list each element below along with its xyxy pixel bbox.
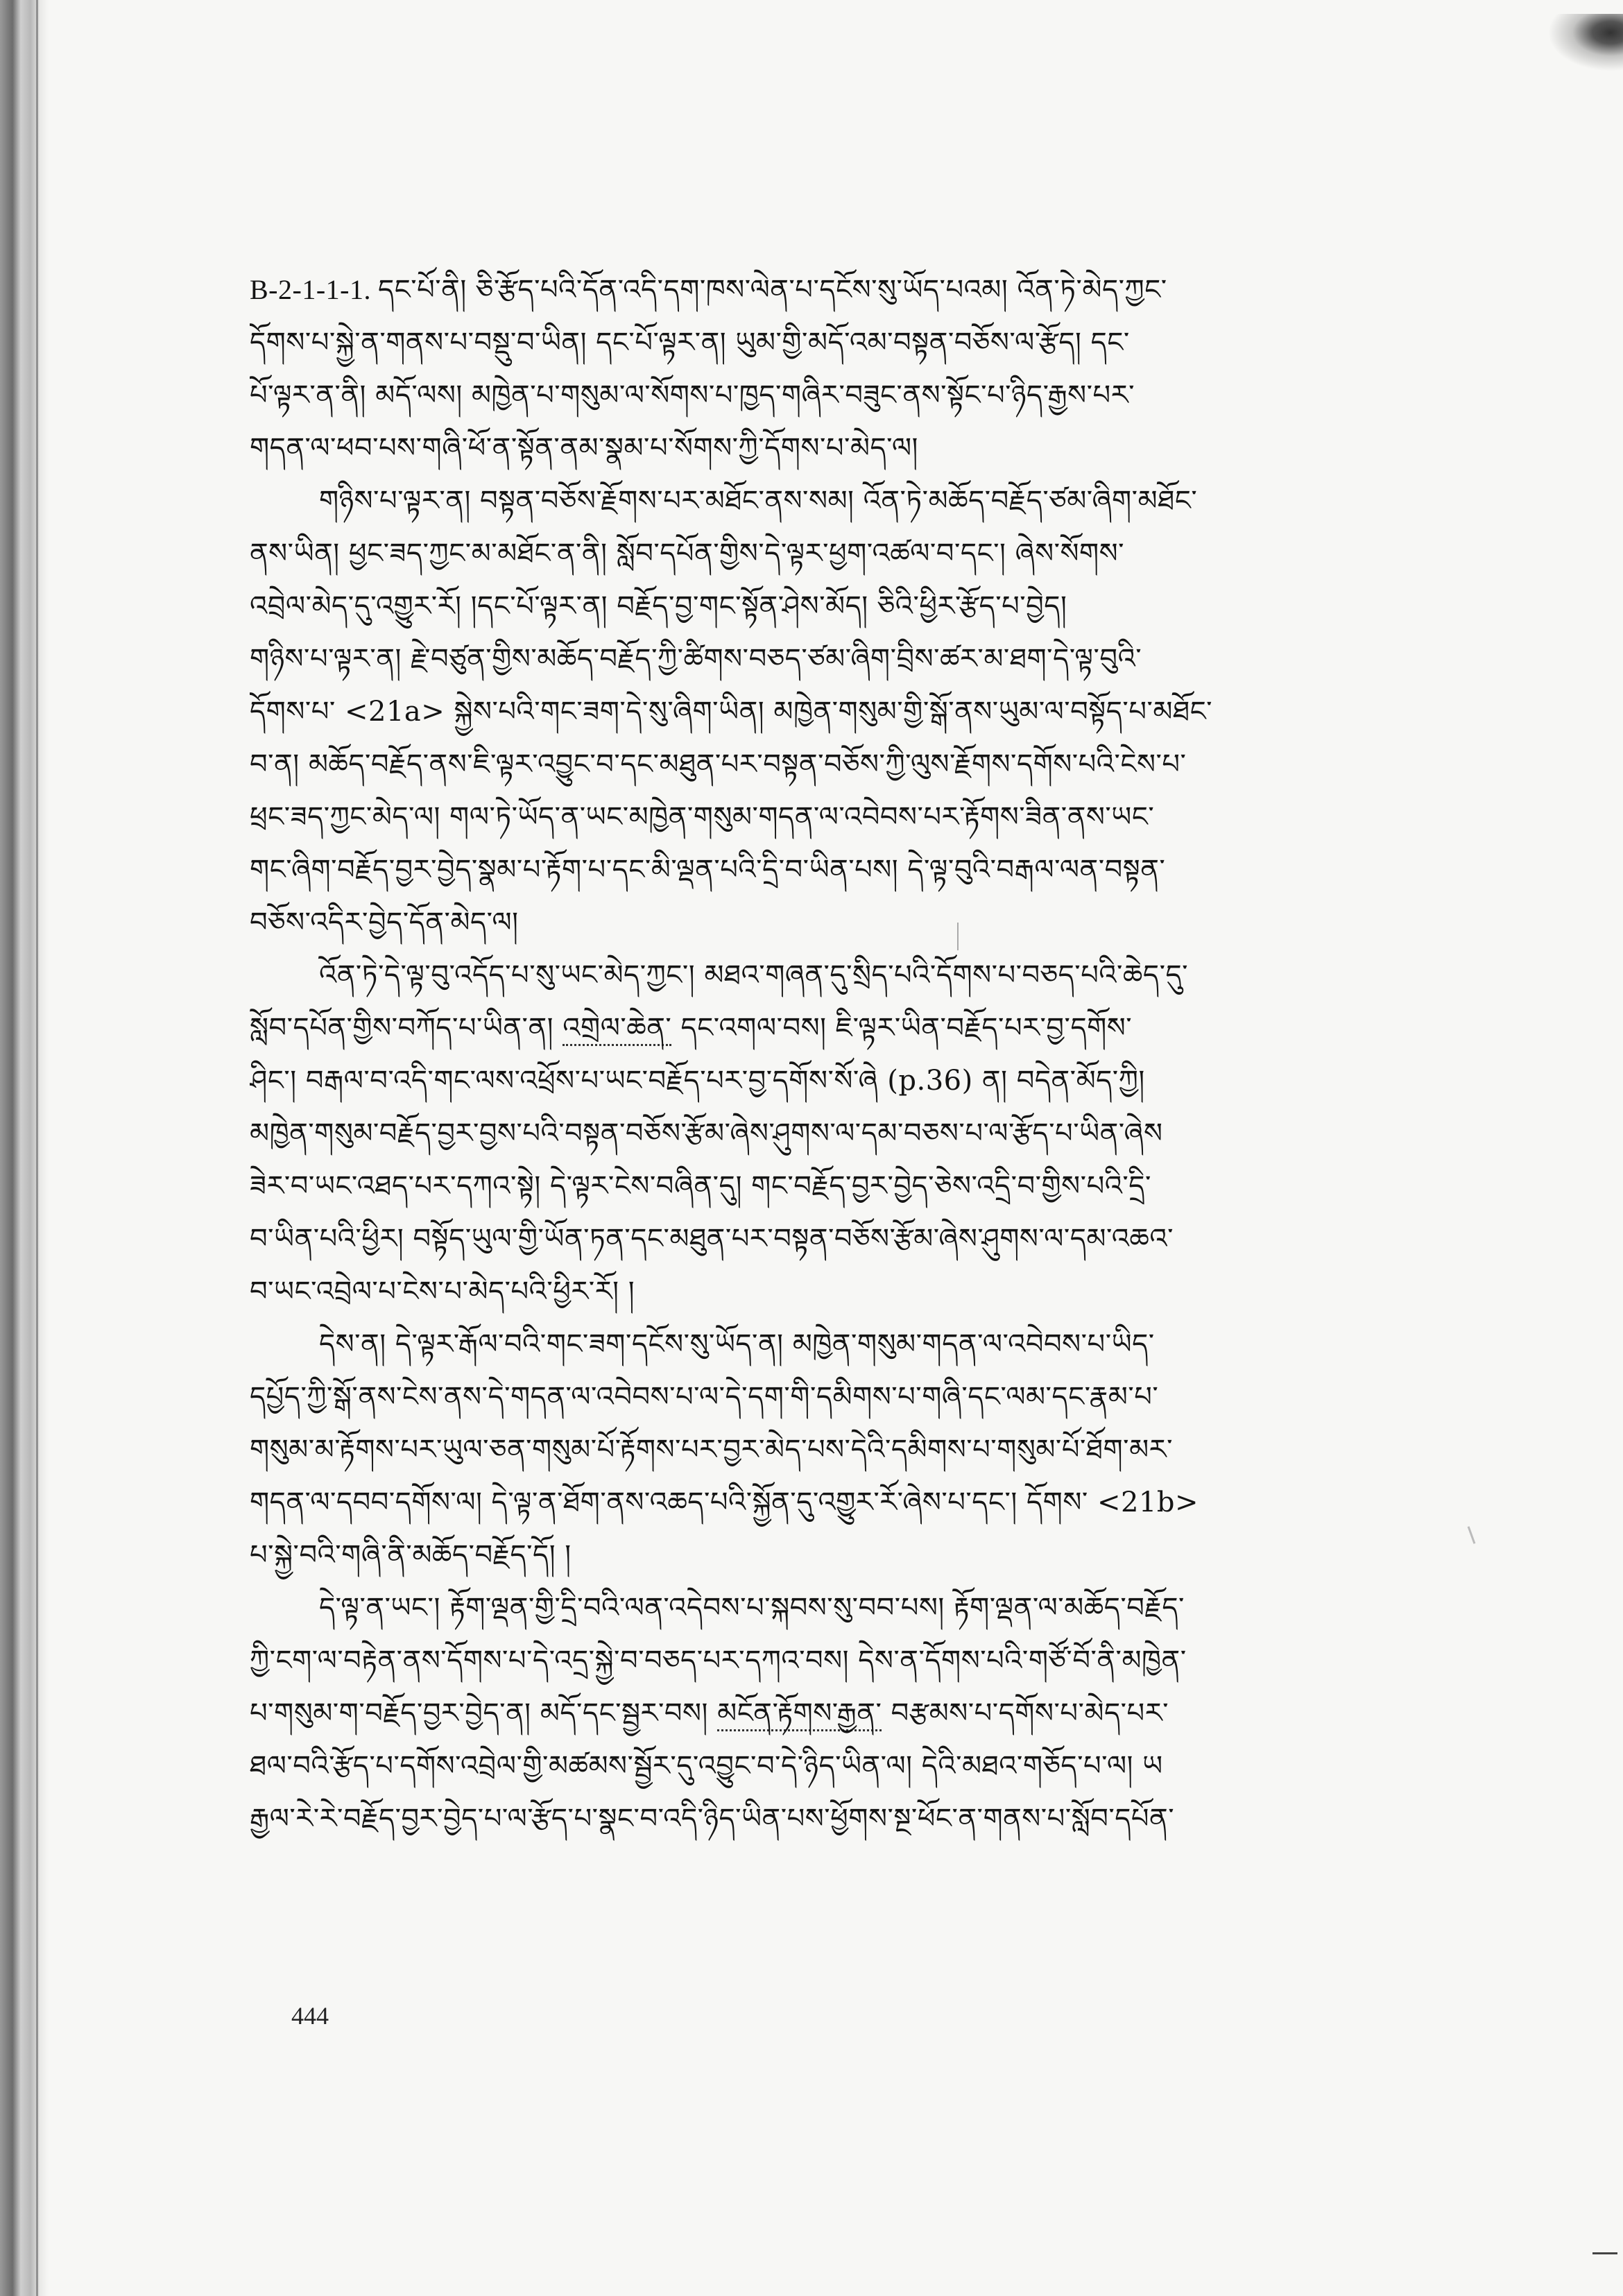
line-text: བཅོས་འདིར་བྱེད་དོན་མེད་ལ། bbox=[250, 907, 519, 939]
line-text: ཐལ་བའི་རྩོད་པ་དགོས་འབྲེལ་གྱི་མཚམས་སྦྱོར་དུ་འབྱུང་བ་དེ་ཉིད་ཡིན་ལ། དེའི་མཐའ་གཅོད་པ་ལ། ཡ bbox=[250, 1750, 1163, 1782]
line-text: འོན་ཏེ་དེ་ལྟ་བུ་འདོད་པ་སུ་ཡང་མེད་ཀྱང་། མཐའ་གཞན་དུ་སྲིད་པའི་དོགས་པ་བཅད་པའི་ཆེད་དུ་ bbox=[319, 959, 1189, 991]
line-text: དེ་ལྟ་ན་ཡང་། རྟོག་ལྡན་གྱི་དྲི་བའི་ལན་འདེབས་པ་སྐབས་སུ་བབ་པས། རྟོག་ལྡན་ལ་མཆོད་བརྗོད་ bbox=[319, 1592, 1185, 1624]
line-text: དོགས་པ་ <21a> སྐྱེས་པའི་གང་ཟག་དེ་སུ་ཞིག་ཡིན། མཁྱེན་གསུམ་གྱི་སྒོ་ནས་ཡུམ་ལ་བསྟོད་པ་མཐོང་ bbox=[250, 696, 1213, 728]
line-text: པོ་ལྟར་ན་ནི། མདོ་ལས། མཁྱེན་པ་གསུམ་ལ་སོགས་པ་ཁྱད་གཞིར་བཟུང་ནས་སྟོང་པ་ཉིད་རྒྱས་པར་ bbox=[250, 379, 1135, 411]
text-line bbox=[250, 1054, 1470, 1107]
text-line bbox=[250, 633, 1470, 685]
text-line bbox=[250, 580, 1470, 633]
text-line bbox=[250, 422, 1470, 474]
text-line bbox=[250, 1002, 1470, 1054]
text-line bbox=[250, 791, 1470, 843]
binding-line bbox=[36, 0, 38, 2296]
paragraph bbox=[250, 1582, 1470, 1845]
line-text: དོགས་པ་སྐྱེ་ན་གནས་པ་བསྡུ་བ་ཡིན། དང་པོ་ལྟར་ན། ཡུམ་གྱི་མདོ་འམ་བསྟན་བཅོས་ལ་རྩོད། དང་ bbox=[250, 327, 1130, 359]
line-text: མཁྱེན་གསུམ་བརྗོད་བྱར་བྱས་པའི་བསྟན་བཅོས་རྩོམ་ཞེས་ཤུགས་ལ་དམ་བཅས་པ་ལ་རྩོད་པ་ཡིན་ཞེས bbox=[250, 1117, 1163, 1149]
line-text: ནས་ཡིན། ཕྱང་ཟད་ཀྱང་མ་མཐོང་ན་ནི། སློབ་དཔོན་གྱིས་དེ་ལྟར་ཕྱག་འཚལ་བ་དང་། ཞེས་སོགས་ bbox=[250, 538, 1125, 569]
text-line bbox=[250, 316, 1470, 369]
line-text: པ་སྐྱེ་བའི་གཞི་ནི་མཆོད་བརྗོད་དོ། ། bbox=[250, 1539, 572, 1571]
line-text: གཉིས་པ་ལྟར་ན། རྗེ་བཙུན་གྱིས་མཆོད་བརྗོད་ཀྱི་ཚིགས་བཅད་ཙམ་ཞིག་བྲིས་ཚར་མ་ཐག་དེ་ལྟ་བུའི་ bbox=[250, 643, 1142, 675]
text-line bbox=[250, 1476, 1470, 1529]
line-text: བརྩམས་པ་དགོས་པ་མེད་པར་ bbox=[882, 1697, 1169, 1729]
line-text: གསུམ་མ་རྟོགས་པར་ཡུལ་ཅན་གསུམ་པོ་རྟོགས་པར་བྱར་མེད་པས་དེའི་དམིགས་པ་གསུམ་པོ་ཐོག་མར་ bbox=[250, 1434, 1173, 1466]
line-text: ཕྲང་ཟད་ཀྱང་མེད་ལ། གལ་ཏེ་ཡོད་ན་ཡང་མཁྱེན་གསུམ་གདན་ལ་འབེབས་པར་རྟོགས་ཟིན་ནས་ཡང་ bbox=[250, 801, 1155, 833]
text-line bbox=[250, 369, 1470, 422]
line-text: ཟེར་བ་ཡང་འཐད་པར་དཀའ་སྟེ། དེ་ལྟར་ངེས་བཞིན་དུ། གང་བརྗོད་བྱར་བྱེད་ཅེས་འདྲི་བ་གྱིས་པའི་དྲི་ bbox=[250, 1170, 1151, 1202]
line-text: སློབ་དཔོན་གྱིས་བཀོད་པ་ཡིན་ན། bbox=[250, 1012, 563, 1044]
text-line bbox=[250, 1423, 1470, 1476]
text-line bbox=[250, 1582, 1470, 1634]
text-line bbox=[250, 1634, 1470, 1687]
line-text: གཉིས་པ་ལྟར་ན། བསྟན་བཅོས་རྗོགས་པར་མཐོང་ནས་སམ། འོན་ཏེ་མཆོད་བརྗོད་ཙམ་ཞིག་མཐོང་ bbox=[319, 485, 1198, 517]
text-line bbox=[250, 949, 1470, 1002]
book-binding-edge bbox=[0, 0, 49, 2296]
line-text: བ་ན། མཆོད་བརྗོད་ནས་ཇི་ལྟར་འབྱུང་བ་དང་མཐུན་པར་བསྟན་བཅོས་ཀྱི་ལུས་རྗོགས་དགོས་པའི་ངེས་པ་ bbox=[250, 748, 1187, 780]
text-line bbox=[250, 685, 1470, 738]
line-text: དཔྱོད་ཀྱི་སྒོ་ནས་ངེས་ནས་དེ་གདན་ལ་འབེབས་པ་ལ་དེ་དག་གི་དམིགས་པ་གཞི་དང་ལམ་དང་རྣམ་པ་ bbox=[250, 1381, 1159, 1413]
corner-mark bbox=[1592, 2252, 1617, 2254]
underlined-title: འགྲེལ་ཆེན་ bbox=[563, 1012, 671, 1046]
text-line bbox=[250, 527, 1470, 580]
line-text: འབྲེལ་མེད་དུ་འགྱུར་རོ། །དང་པོ་ལྟར་ན། བརྗོད་བྱ་གང་སྟོན་ཤེས་མོད། ཅིའི་ཕྱིར་རྩོད་པ་བྱེད། bbox=[250, 590, 1067, 622]
line-text: བ་ཡིན་པའི་ཕྱིར། བསྟོད་ཡུལ་གྱི་ཡོན་ཏན་དང་མཐུན་པར་བསྟན་བཅོས་རྩོམ་ཞེས་ཤུགས་ལ་དམ་འཆའ་ bbox=[250, 1223, 1174, 1255]
line-text: ཤིང་། བརྒལ་བ་འདི་གང་ལས་འཕྲོས་པ་ཡང་བརྗོད་པར་བྱ་དགོས་སོ་ཞེ (p.36) ན། བདེན་མོད་ཀྱི། bbox=[250, 1065, 1145, 1097]
text-line bbox=[250, 1687, 1470, 1740]
line-text: པ་གསུམ་ག་བརྗོད་བྱར་བྱེད་ན། མདོ་དང་སྦྱར་བས། bbox=[250, 1697, 718, 1729]
text-line bbox=[250, 1529, 1470, 1582]
paragraph bbox=[250, 474, 1470, 949]
paragraph bbox=[250, 1318, 1470, 1582]
text-line bbox=[250, 1265, 1470, 1318]
line-text: དང་པོ་ནི། ཅི་རྩོད་པའི་དོན་འདི་དག་ཁས་ལེན་པ་དངོས་སུ་ཡོད་པའམ། འོན་ཏེ་མེད་ཀྱང་ bbox=[377, 274, 1167, 306]
line-text: གང་ཞིག་བརྗོད་བྱར་བྱེད་སྣམ་པ་རྟོག་པ་དང་མི་ལྡན་པའི་དྲི་བ་ཡིན་པས། དེ་ལྟ་བུའི་བརྒལ་ལན་བསྟན་ bbox=[250, 854, 1166, 886]
line-text: རྒྱལ་རེ་རེ་བརྗོད་བྱར་བྱེད་པ་ལ་རྩོད་པ་སྣང་བ་འདི་ཉིད་ཡིན་པས་ཕྱོགས་སྔ་ཕོང་ན་གནས་པ་སློབ་དཔོན་ bbox=[250, 1803, 1175, 1835]
text-line bbox=[250, 1107, 1470, 1160]
line-text: གདན་ལ་ཕབ་པས་གཞི་ཕོ་ན་སྟོན་ནམ་སྣམ་པ་སོགས་ཀྱི་དོགས་པ་མེད་ལ། bbox=[250, 432, 918, 464]
text-line bbox=[250, 1318, 1470, 1371]
paragraph bbox=[250, 264, 1470, 474]
underlined-title: མངོན་རྟོགས་རྒྱན་ bbox=[717, 1697, 882, 1731]
text-line bbox=[250, 1792, 1470, 1845]
document-page bbox=[250, 264, 1470, 1845]
line-text: ཀྱི་ངག་ལ་བརྟེན་ནས་དོགས་པ་དེ་འདྲ་སྐྱེ་བ་བཅད་པར་དཀའ་བས། དེས་ན་དོགས་པའི་གཙོ་བོ་ནི་མཁྱེན་ bbox=[250, 1645, 1187, 1677]
paragraph bbox=[250, 949, 1470, 1318]
text-line bbox=[250, 264, 1470, 316]
page-number: 444 bbox=[291, 2002, 329, 2030]
line-text: གདན་ལ་དབབ་དགོས་ལ། དེ་ལྟ་ན་ཐོག་ནས་འཆད་པའི་སྐྱོན་དུ་འགྱུར་རོ་ཞེས་པ་དང་། དོགས་ <21b> bbox=[250, 1487, 1199, 1518]
scan-corner-smudge bbox=[1540, 14, 1623, 76]
text-line bbox=[250, 1160, 1470, 1213]
line-text: དང་འགལ་བས། ཇི་ལྟར་ཡིན་བརྗོད་པར་བྱ་དགོས་ bbox=[671, 1012, 1133, 1044]
text-line bbox=[250, 896, 1470, 949]
text-line bbox=[250, 843, 1470, 896]
text-line bbox=[250, 474, 1470, 527]
text-line bbox=[250, 1371, 1470, 1423]
text-line bbox=[250, 1213, 1470, 1265]
text-line bbox=[250, 1740, 1470, 1792]
line-text: དེས་ན། དེ་ལྟར་རྒོལ་བའི་གང་ཟག་དངོས་སུ་ཡོད་ན། མཁྱེན་གསུམ་གདན་ལ་འབེབས་པ་ཡིད་ bbox=[319, 1328, 1155, 1360]
line-text: བ་ཡང་འབྲེལ་པ་ངེས་པ་མེད་པའི་ཕྱིར་རོ། ། bbox=[250, 1276, 635, 1308]
section-label: B-2-1-1-1. bbox=[250, 274, 371, 305]
text-line bbox=[250, 738, 1470, 791]
